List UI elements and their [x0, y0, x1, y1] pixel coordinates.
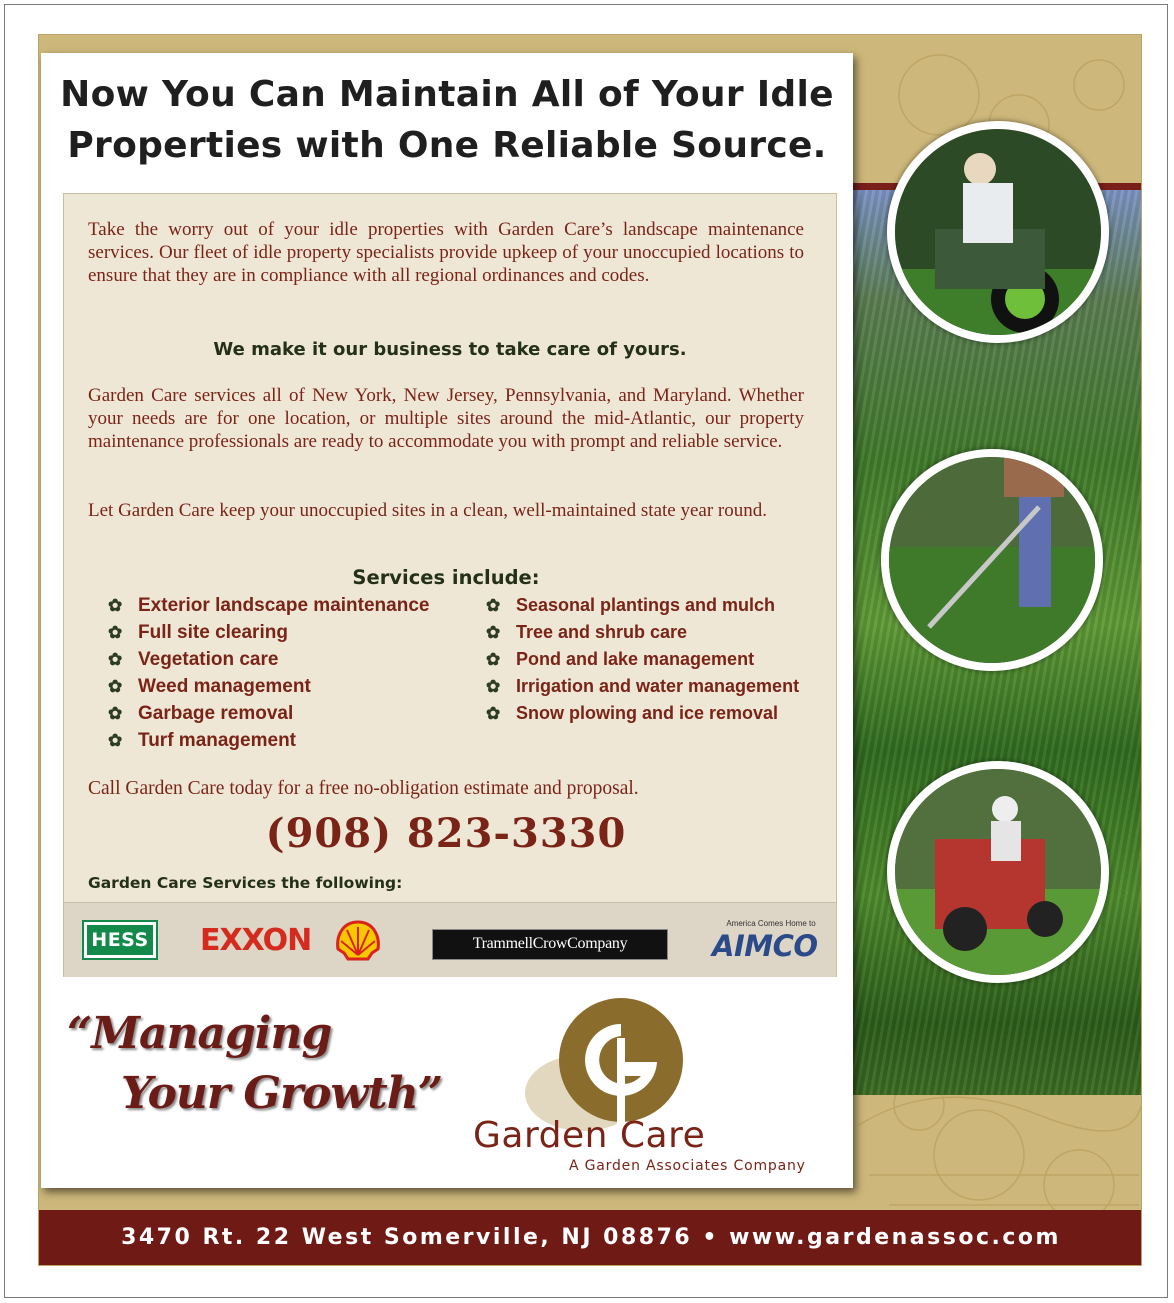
headline-line-2: Properties with One Reliable Source. [67, 125, 827, 166]
intro-paragraph: Take the worry out of your idle properties with Garden Care’s landscape maintenance services. Our fleet of idle property specialists provide upkeep of your unoccupied locations to ensure that they are in compliance with all regional ordinances and codes. [88, 219, 804, 286]
main-card [41, 53, 853, 1188]
call-to-action: Call Garden Care today for a free no-obligation estimate and proposal. [88, 778, 639, 799]
clients-heading: Garden Care Services the following: [88, 874, 403, 892]
tagline: We make it our business to take care of yours. [213, 339, 687, 360]
aimco-tagline: America Comes Home to [726, 919, 816, 928]
content-panel [63, 193, 837, 977]
aimco-logo: AIMCO [712, 929, 818, 963]
flower-bullet-icon: ✿ [108, 731, 123, 750]
headline [41, 69, 853, 171]
shell-logo-icon [334, 919, 382, 963]
service-item: ✿ Exterior landscape maintenance [108, 592, 429, 619]
service-item: ✿ Irrigation and water management [486, 673, 799, 700]
hess-logo: HESS [82, 920, 158, 960]
services-list-right [486, 592, 799, 727]
client-logos-bar [64, 902, 836, 977]
service-item: ✿ Seasonal plantings and mulch [486, 592, 799, 619]
service-item: ✿ Weed management [108, 673, 429, 700]
mower-photo [887, 121, 1109, 343]
service-item: ✿ Garbage removal [108, 700, 429, 727]
flower-bullet-icon: ✿ [108, 596, 123, 615]
advertisement-poster [38, 34, 1142, 1266]
flower-bullet-icon: ✿ [108, 704, 123, 723]
phone-number[interactable]: (908) 823-3330 [265, 810, 627, 857]
headline-line-1: Now You Can Maintain All of Your Idle [60, 74, 834, 115]
tractor-photo [887, 761, 1109, 983]
service-item: ✿ Pond and lake management [486, 646, 799, 673]
services-title: Services include: [352, 566, 540, 589]
service-item: ✿ Full site clearing [108, 619, 429, 646]
flower-bullet-icon: ✿ [486, 677, 501, 696]
trammell-crow-logo: TrammellCrowCompany [432, 929, 668, 960]
service-item: ✿ Turf management [108, 727, 429, 754]
brand-name: Garden Care [473, 1115, 706, 1156]
coverage-paragraph: Garden Care services all of New York, New Jersey, Pennsylvania, and Maryland. Whether your needs are for one location, or multiple sites around the mid-Atlantic, our property maintenance professionals are ready to accommodate you with prompt and reliable service. [88, 385, 804, 452]
flower-bullet-icon: ✿ [108, 623, 123, 642]
flower-bullet-icon: ✿ [108, 650, 123, 669]
flower-bullet-icon: ✿ [108, 677, 123, 696]
slogan-line-1: “Managing [67, 1008, 332, 1059]
services-list-left [108, 592, 429, 754]
service-item: ✿ Tree and shrub care [486, 619, 799, 646]
trimmer-photo [881, 449, 1103, 671]
service-item: ✿ Vegetation care [108, 646, 429, 673]
brand-subtitle: A Garden Associates Company [569, 1158, 806, 1174]
flower-bullet-icon: ✿ [486, 704, 501, 723]
service-item: ✿ Snow plowing and ice removal [486, 700, 799, 727]
slogan-line-2: Your Growth” [121, 1068, 443, 1119]
flower-bullet-icon: ✿ [486, 623, 501, 642]
flower-bullet-icon: ✿ [486, 650, 501, 669]
footer-address-bar: 3470 Rt. 22 West Somerville, NJ 08876 • www.gardenassoc.com [39, 1210, 1142, 1266]
closing-paragraph: Let Garden Care keep your unoccupied sites in a clean, well-maintained state year round. [88, 500, 767, 521]
flower-bullet-icon: ✿ [486, 596, 501, 615]
exxon-logo: EXXON [200, 923, 312, 958]
